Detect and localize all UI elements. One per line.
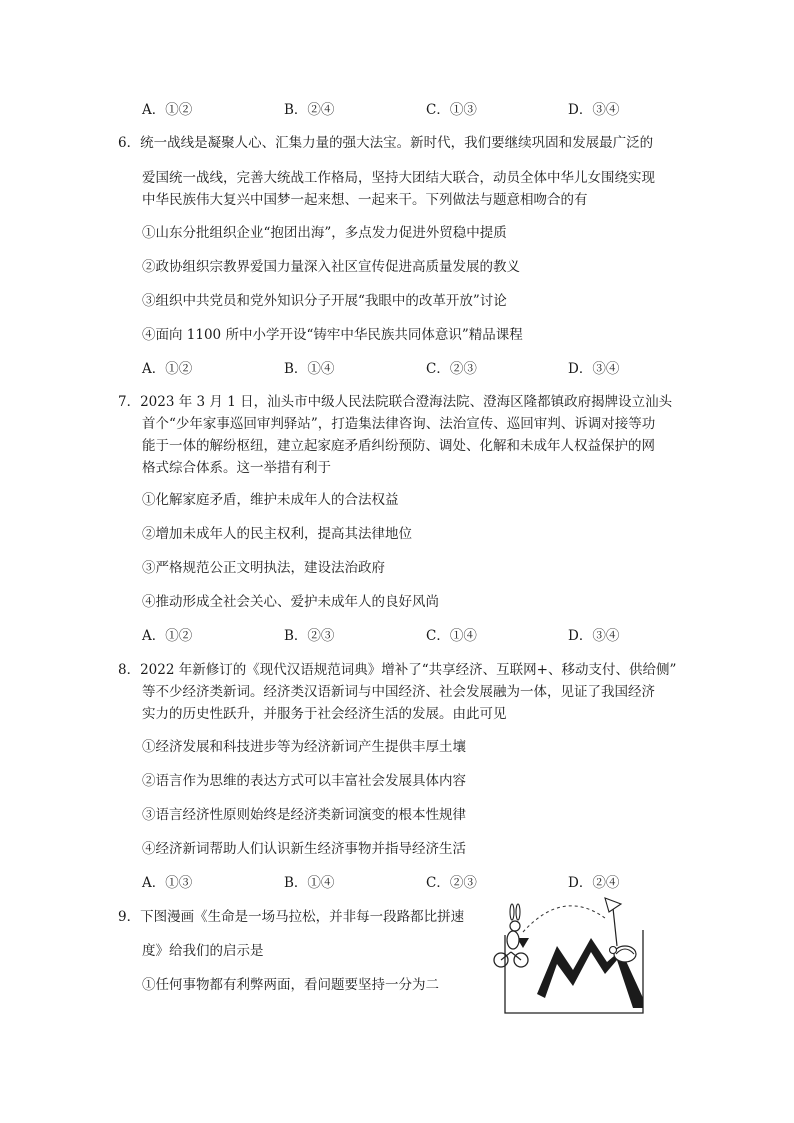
q7-stem-line-2: 首个“少年家事巡回审判驿站”，打造集法律咨询、法治宣传、巡回审判、诉调对接等功 (142, 416, 656, 432)
q7-item-1: ①化解家庭矛盾，维护未成年人的合法权益 (142, 492, 399, 508)
q7-option-b[interactable]: B．②③ (284, 628, 335, 644)
q5-option-b[interactable]: B．②④ (284, 102, 335, 118)
q8-options (142, 871, 742, 891)
q8-option-a[interactable]: A．①③ (142, 875, 193, 891)
q8-item-3: ③语言经济性原则始终是经济类新词演变的根本性规律 (142, 807, 466, 823)
q8-number: 8． (118, 662, 141, 678)
q7-stem-line-1: 7．2023 年 3 月 1 日，汕头市中级人民法院联合澄海法院、澄海区隆都镇政府揭牌设立汕头 (118, 394, 673, 410)
q7-options (142, 624, 742, 644)
q8-stem-line-1: 8．2022 年新修订的《现代汉语规范词典》增补了“共享经济、互联网+、移动支付、供给侧” (118, 662, 677, 678)
q8-item-2: ②语言作为思维的表达方式可以丰富社会发展具体内容 (142, 773, 466, 789)
q9-number: 9． (118, 909, 141, 925)
q6-option-c[interactable]: C．②③ (426, 361, 477, 377)
q7-stem-line-3: 能于一体的解纷枢纽，建立起家庭矛盾纠纷预防、调处、化解和未成年人权益保护的网 (142, 438, 655, 454)
q9-item-1: ①任何事物都有利弊两面，看问题要坚持一分为二 (142, 977, 439, 993)
q9-stem-line-2: 度》给我们的启示是 (142, 943, 264, 959)
q6-item-4: ④面向 1100 所中小学开设“铸牢中华民族共同体意识”精品课程 (142, 327, 523, 343)
jump-path-arc (523, 906, 605, 932)
q5-option-a[interactable]: A．①② (142, 102, 193, 118)
q6-option-d[interactable]: D．③④ (568, 361, 620, 377)
q6-stem-line-1: 6．统一战线是凝聚人心、汇集力量的强大法宝。新时代，我们要继续巩固和发展最广泛的 (118, 135, 654, 151)
q8-item-1: ①经济发展和科技进步等为经济新词产生提供丰厚土壤 (142, 739, 466, 755)
q7-stem-line-4: 格式综合体系。这一举措有利于 (142, 460, 331, 476)
q7-item-3: ③严格规范公正文明执法，建设法治政府 (142, 560, 385, 576)
q8-option-c[interactable]: C．②③ (426, 875, 477, 891)
turtle-with-flag-icon (605, 898, 636, 962)
q8-option-d[interactable]: D．②④ (568, 875, 620, 891)
q6-number: 6． (118, 135, 141, 151)
q5-option-c[interactable]: C．①③ (426, 102, 477, 118)
q6-option-b[interactable]: B．①④ (284, 361, 335, 377)
q7-item-2: ②增加未成年人的民主权利，提高其法律地位 (142, 526, 412, 542)
q6-option-a[interactable]: A．①② (142, 361, 193, 377)
q6-options (142, 357, 742, 377)
q8-item-4: ④经济新词帮助人们认识新生经济事物并指导经济生活 (142, 841, 466, 857)
q5-options (142, 98, 742, 118)
q7-option-d[interactable]: D．③④ (568, 628, 620, 644)
q7-item-4: ④推动形成全社会关心、爱护未成年人的良好风尚 (142, 594, 439, 610)
q7-number: 7． (118, 394, 141, 410)
q6-stem-line-2: 爱国统一战线，完善大统战工作格局，坚持大团结大联合，动员全体中华儿女围绕实现 (142, 170, 655, 186)
q8-stem-line-3: 实力的历史性跃升，并服务于社会经济生活的发展。由此可见 (142, 706, 507, 722)
q5-option-d[interactable]: D．③④ (568, 102, 620, 118)
q7-option-a[interactable]: A．①② (142, 628, 193, 644)
q6-item-3: ③组织中共党员和党外知识分子开展“我眼中的改革开放”讨论 (142, 293, 507, 309)
q7-option-c[interactable]: C．①④ (426, 628, 477, 644)
q8-option-b[interactable]: B．①④ (284, 875, 335, 891)
q6-item-1: ①山东分批组织企业“抱团出海”，多点发力促进外贸稳中提质 (142, 225, 507, 241)
rabbit-cyclist-icon (494, 904, 528, 967)
q8-stem-line-2: 等不少经济类新词。经济类汉语新词与中国经济、社会发展融为一体，见证了我国经济 (142, 684, 655, 700)
q9-stem-line-1: 9．下图漫画《生命是一场马拉松，并非每一段路都比拼速 (118, 909, 465, 925)
marathon-cartoon-image (493, 890, 645, 1016)
q6-item-2: ②政协组织宗教界爱国力量深入社区宣传促进高质量发展的教义 (142, 259, 520, 275)
q6-stem-line-3: 中华民族伟大复兴中国梦一起来想、一起来干。下列做法与题意相吻合的有 (142, 192, 588, 208)
